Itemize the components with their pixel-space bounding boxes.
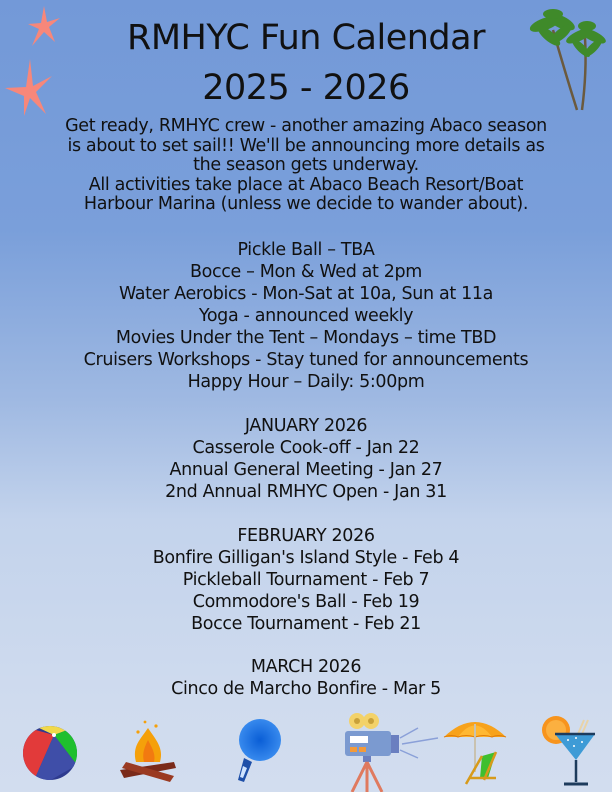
- campfire-icon: [118, 718, 178, 784]
- event-item: Pickleball Tournament - Feb 7: [182, 570, 430, 590]
- beach-ball-icon: [22, 725, 78, 781]
- event-item: Bonfire Gilligan's Island Style - Feb 4: [152, 548, 460, 568]
- intro-line: All activities take place at Abaco Beach Resort/Boat: [88, 174, 524, 195]
- activities-list: [0, 239, 612, 393]
- ping-pong-paddle-icon: [232, 718, 282, 786]
- intro-line: the season gets underway.: [193, 155, 419, 175]
- movie-camera-icon: [340, 712, 444, 792]
- intro-line: Get ready, RMHYC crew - another amazing Abaco season: [65, 116, 547, 136]
- activity-item: Happy Hour – Daily: 5:00pm: [187, 372, 425, 392]
- page-subtitle-years: 2025 - 2026: [202, 68, 410, 108]
- activity-item: Movies Under the Tent – Mondays – time TBD: [115, 328, 497, 348]
- event-item: Casserole Cook-off - Jan 22: [192, 438, 420, 458]
- beach-umbrella-chair-icon: [440, 712, 510, 792]
- cocktail-icon: [540, 712, 600, 788]
- page-title: RMHYC Fun Calendar: [127, 18, 485, 58]
- month-section-january: [0, 415, 612, 503]
- month-heading: MARCH 2026: [250, 657, 362, 677]
- activity-item: Water Aerobics - Mon-Sat at 10a, Sun at 11a: [118, 284, 494, 304]
- month-heading: JANUARY 2026: [244, 416, 368, 436]
- activity-item: Bocce – Mon & Wed at 2pm: [189, 262, 423, 282]
- activity-item: Yoga - announced weekly: [198, 306, 414, 326]
- event-item: Annual General Meeting - Jan 27: [169, 460, 443, 480]
- month-heading: FEBRUARY 2026: [237, 526, 375, 546]
- intro-paragraph: [0, 117, 612, 215]
- event-item: Bocce Tournament - Feb 21: [191, 614, 421, 634]
- month-section-february: [0, 525, 612, 635]
- month-section-march: [0, 656, 612, 700]
- activity-item: Pickle Ball – TBA: [237, 240, 375, 260]
- intro-line: Harbour Marina (unless we decide to wander about).: [83, 194, 529, 214]
- activity-item: Cruisers Workshops - Stay tuned for announcements: [83, 350, 529, 370]
- event-item: 2nd Annual RMHYC Open - Jan 31: [165, 482, 447, 502]
- event-item: Commodore's Ball - Feb 19: [192, 592, 420, 612]
- intro-line: is about to set sail!! We'll be announcing more details as: [67, 135, 545, 156]
- event-item: Cinco de Marcho Bonfire - Mar 5: [171, 679, 441, 699]
